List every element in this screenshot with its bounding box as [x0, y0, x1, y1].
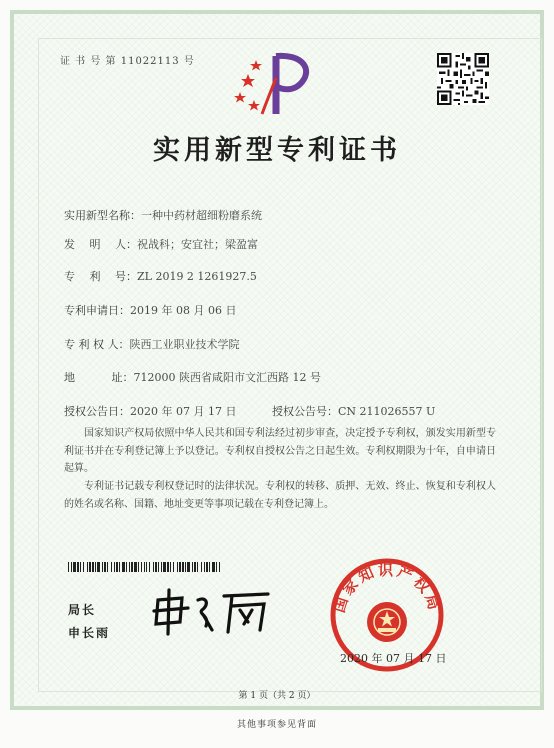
- grant-number-label: 授权公告号：: [272, 405, 338, 418]
- qr-code-icon: [437, 53, 489, 105]
- seal-date: 2020 年 07 月 17 日: [340, 652, 447, 665]
- certificate-number: 证 书 号 第 11022113 号: [60, 56, 195, 67]
- patent-number-value: ZL 2019 2 1261927.5: [137, 270, 257, 283]
- grant-date-value: 2020 年 07 月 17 日: [130, 405, 237, 418]
- director-name: 申长雨: [68, 626, 111, 640]
- application-date-value: 2019 年 08 月 06 日: [130, 304, 237, 317]
- patent-holder-row: [64, 336, 240, 352]
- page-number: 第 1 页（共 2 页）: [238, 691, 316, 701]
- certificate-title: 实用新型专利证书: [153, 135, 401, 166]
- patent-holder-label: 专 利 权 人：: [64, 338, 130, 351]
- barcode-icon: [68, 562, 220, 572]
- cnipa-logo-icon: [232, 48, 314, 120]
- application-date-row: [64, 302, 236, 318]
- address-value: 712000 陕西省咸阳市文汇西路 12 号: [133, 371, 321, 384]
- grant-date-label: 授权公告日：: [64, 405, 130, 418]
- patent-number-row: [64, 268, 257, 284]
- inventor-label: 发 明 人：: [64, 238, 137, 251]
- application-date-label: 专利申请日：: [64, 304, 130, 317]
- grant-statement-paragraph: 国家知识产权局依照中华人民共和国专利法经过初步审查，决定授予专利权，颁发实用新型专利证书并在专利登记簿上予以登记。专利权自授权公告之日起生效。专利权期限为十年，自申请日起算。: [64, 428, 496, 474]
- patent-number-label: 专 利 号：: [64, 270, 137, 283]
- director-title: 局长: [68, 603, 97, 617]
- patent-holder-value: 陕西工业职业技术学院: [129, 338, 240, 351]
- address-row: [64, 369, 321, 385]
- legal-status-paragraph: 专利证书记载专利权登记时的法律状况。专利权的转移、质押、无效、终止、恢复和专利权人的姓名或名称、国籍、地址变更等事项记载在专利登记簿上。: [64, 481, 496, 510]
- utility-model-name-value: 一种中药材超细粉磨系统: [141, 209, 262, 222]
- footer-note: 其他事项参见背面: [236, 720, 317, 730]
- utility-model-name-label: 实用新型名称：: [64, 209, 141, 222]
- director-signature-icon: [148, 586, 278, 638]
- grant-number-row: [272, 403, 435, 419]
- inventor-row: [64, 236, 258, 252]
- grant-number-value: CN 211026557 U: [338, 405, 436, 418]
- utility-model-name-row: [64, 207, 262, 223]
- seal-text: 国家知识产权局: [329, 561, 445, 615]
- grant-date-row: [64, 403, 236, 419]
- address-label: 地 址：: [64, 371, 134, 384]
- inventor-value: 祝战科；安宜社；梁盈富: [137, 238, 258, 251]
